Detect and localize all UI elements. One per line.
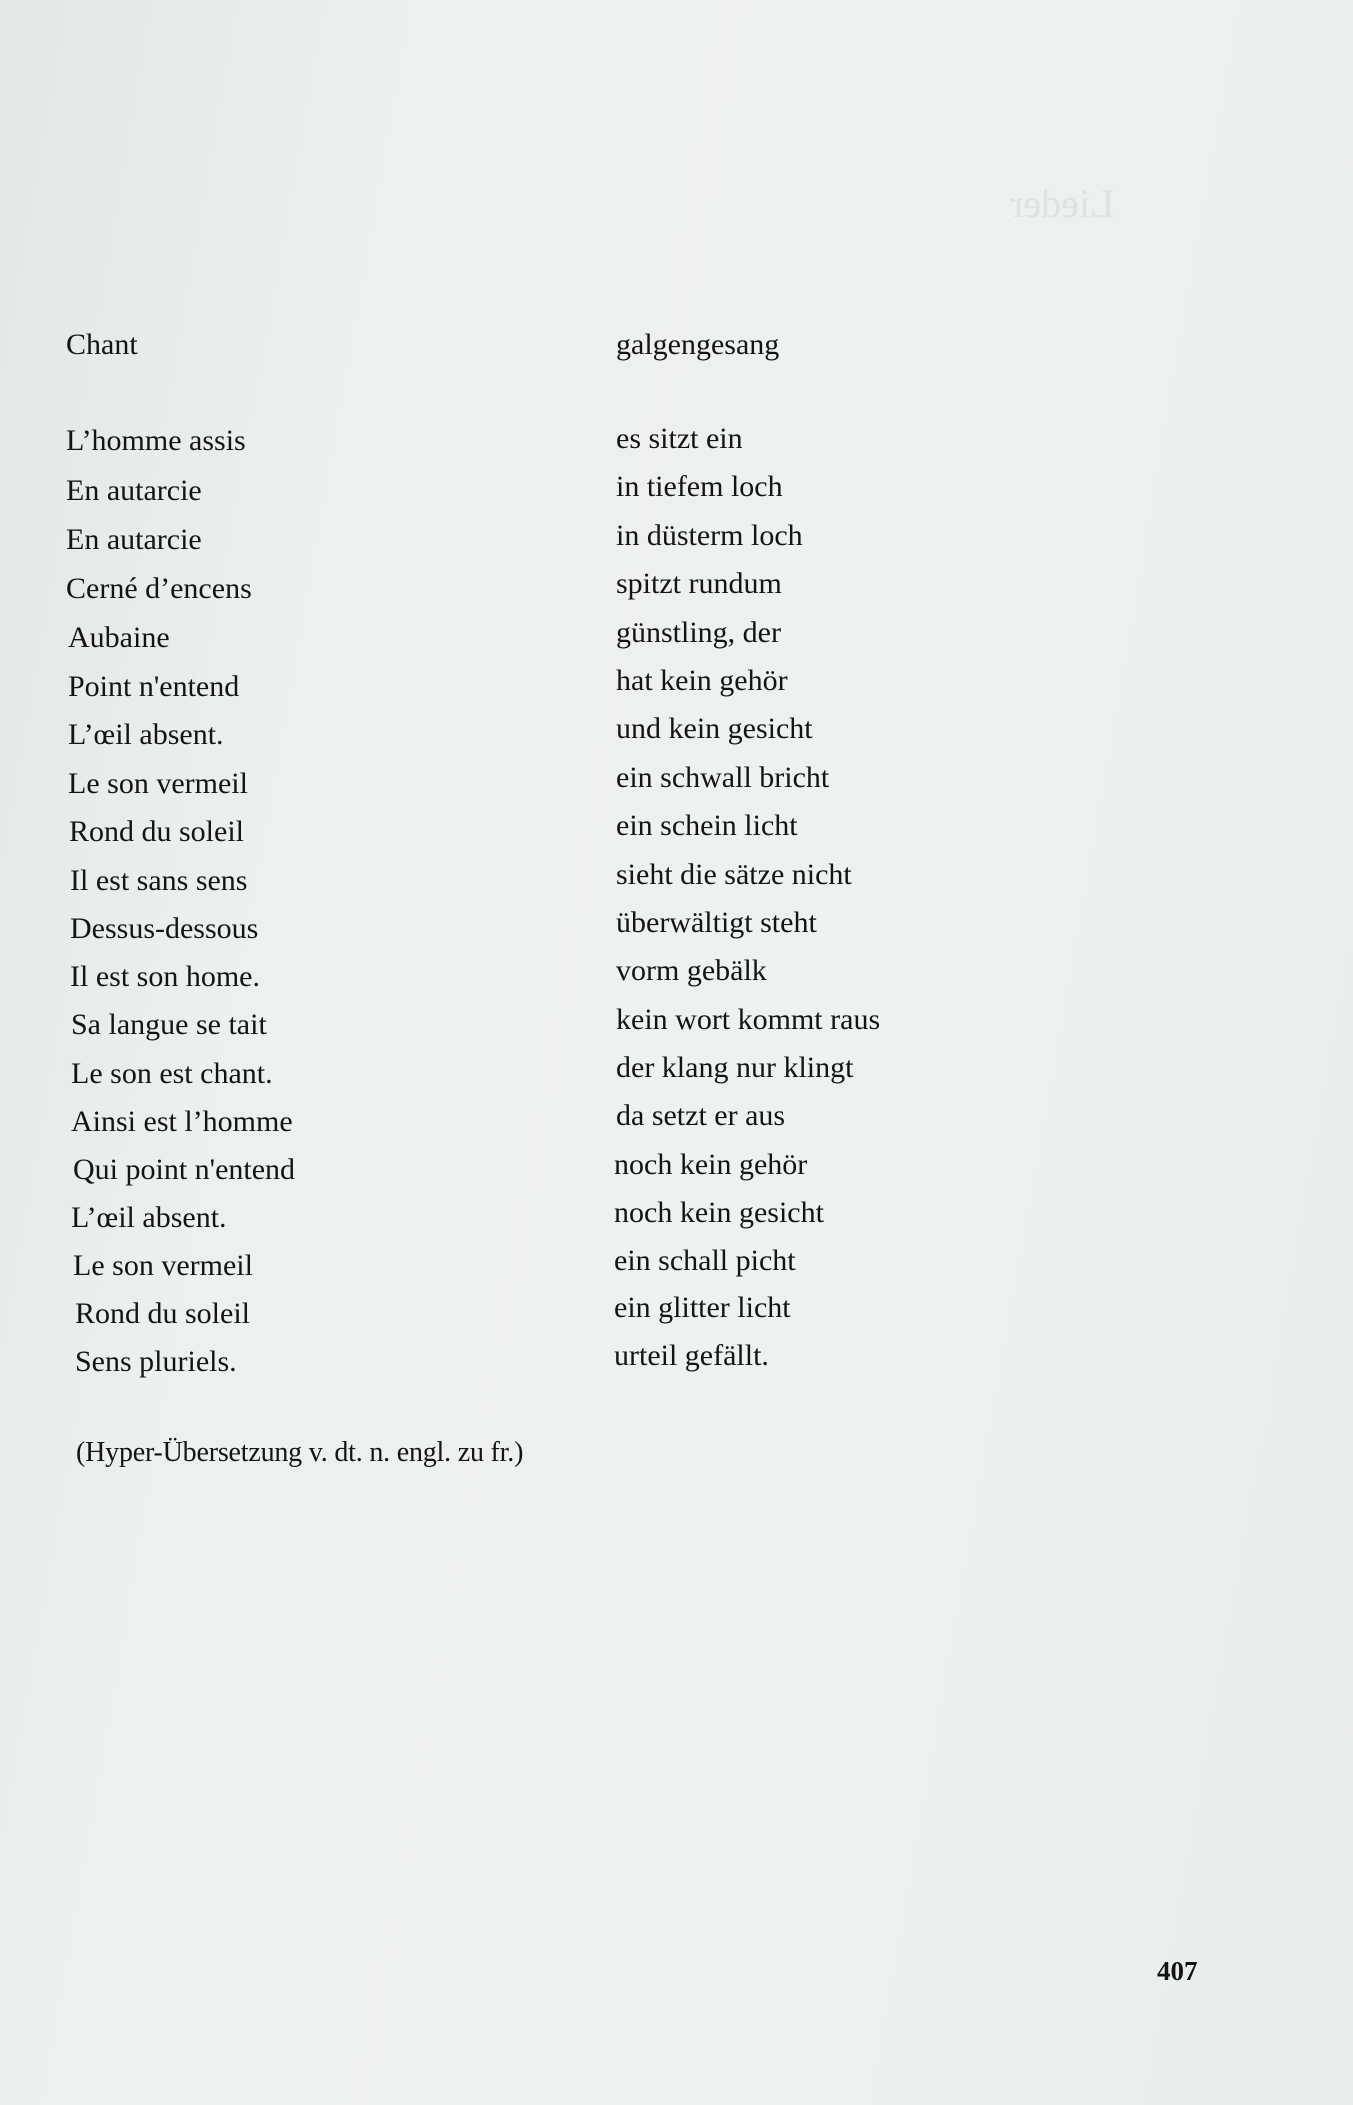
poem-french-line: Le son est chant.: [71, 1057, 273, 1090]
poem-french-line: L’œil absent.: [71, 1201, 227, 1234]
poem-german-line: noch kein gehör: [614, 1148, 808, 1181]
poem-german-line: es sitzt ein: [616, 422, 743, 455]
poem-french-line: Sa langue se tait: [71, 1008, 267, 1041]
poem-german-line: günstling, der: [616, 616, 781, 649]
poem-german-line: hat kein gehör: [616, 664, 788, 697]
poem-french-line: L’homme assis: [66, 424, 246, 457]
poem-german-line: spitzt rundum: [616, 567, 782, 600]
poem-french-line: Le son vermeil: [73, 1249, 253, 1282]
poem-german-line: sieht die sätze nicht: [616, 858, 852, 891]
poem-german-line: vorm gebälk: [616, 954, 767, 987]
poem-french-line: Il est son home.: [70, 960, 260, 993]
poem-german-line: in düsterm loch: [616, 519, 803, 552]
poem-french-line: Point n'entend: [68, 670, 240, 703]
poem-french-title: Chant: [66, 328, 138, 361]
poem-french-line: Qui point n'entend: [73, 1153, 296, 1186]
poem-german-line: ein schall picht: [614, 1244, 796, 1277]
poem-german-line: kein wort kommt raus: [616, 1003, 881, 1036]
poem-german-line: überwältigt steht: [616, 906, 817, 939]
poem-german-line: der klang nur klingt: [616, 1051, 854, 1084]
translation-note: (Hyper-Übersetzung v. dt. n. engl. zu fr.): [76, 1437, 524, 1468]
poem-french-line: Sens pluriels.: [75, 1345, 237, 1378]
poem-german-title: galgengesang: [616, 328, 780, 361]
bleed-through-text: Lieder: [1010, 181, 1115, 226]
poem-german-line: in tiefem loch: [616, 470, 783, 503]
poem-french-line: L’œil absent.: [68, 718, 224, 751]
poem-french-line: Rond du soleil: [69, 815, 245, 848]
poem-french-line: Dessus-dessous: [70, 912, 259, 945]
poem-german-line: ein schwall bricht: [616, 761, 830, 794]
poem-german-line: ein glitter licht: [614, 1291, 791, 1324]
poem-french-line: Ainsi est l’homme: [71, 1105, 293, 1138]
poem-german-line: noch kein gesicht: [614, 1196, 824, 1229]
poem-german-line: ein schein licht: [616, 809, 798, 842]
poem-french-line: En autarcie: [66, 474, 202, 507]
poem-french-line: Cerné d’encens: [66, 572, 252, 605]
poem-french-line: Il est sans sens: [70, 864, 248, 897]
poem-french-line: Aubaine: [68, 621, 170, 654]
page-number: 407: [1157, 1956, 1198, 1986]
poem-german-line: da setzt er aus: [616, 1099, 786, 1132]
poem-french-line: Rond du soleil: [75, 1297, 251, 1330]
poem-german-line: und kein gesicht: [616, 712, 813, 745]
poem-french-line: En autarcie: [66, 523, 202, 556]
poem-german-line: urteil gefällt.: [614, 1339, 769, 1372]
poem-french-line: Le son vermeil: [68, 767, 248, 800]
